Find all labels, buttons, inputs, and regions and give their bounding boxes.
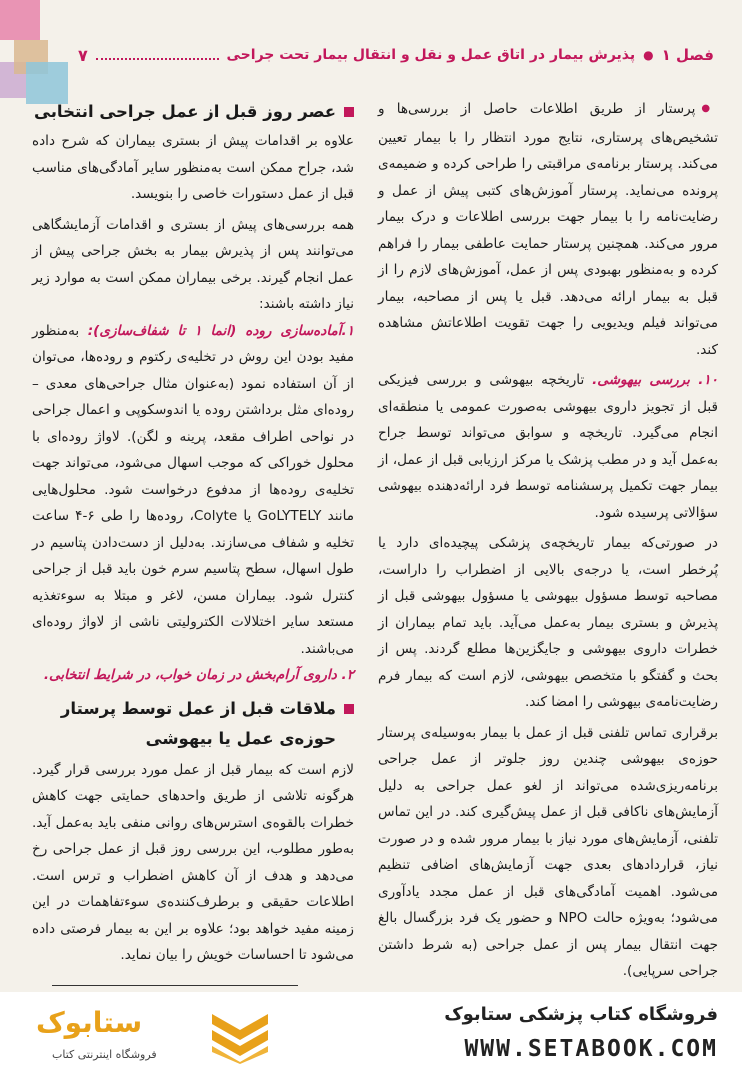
heading-text: ملاقات قبل از عمل توسط پرستار bbox=[60, 698, 336, 718]
dotted-leader bbox=[96, 58, 219, 60]
paragraph-preadmission: همه بررسی‌های پیش از بستری و اقدامات آزمایشگاهی می‌توانند پس از پذیرش بیمار به بخش جراحی پیش از عمل انجام گیرند. برخی بیماران ممکن است به موارد زیر نیاز داشته باشند: bbox=[32, 216, 354, 312]
paragraph-anesthesia-assessment bbox=[378, 367, 718, 526]
item-label: ۱۰. بررسی بیهوشی. bbox=[592, 372, 718, 388]
logo-wordmark: ستابوک bbox=[36, 1006, 143, 1039]
item-label: ۱.آماده‌سازی روده (انما ۱ تا شفاف‌سازی): bbox=[87, 322, 354, 339]
chapter-label: فصل ۱ bbox=[661, 46, 714, 64]
section-marker-icon bbox=[344, 107, 354, 117]
chapter-title: پذیرش بیمار در اتاق عمل و نقل و انتقال بیمار تحت جراحی bbox=[226, 47, 636, 63]
right-column bbox=[378, 96, 718, 985]
section-heading-evening bbox=[32, 98, 354, 126]
page-number: ۷ bbox=[78, 45, 88, 65]
section-heading-visit-line2: حوزه‌ی عمل یا بیهوشی bbox=[145, 728, 336, 748]
store-logo[interactable] bbox=[26, 1006, 194, 1070]
paragraph-text: تاریخچه بیهوشی و بررسی فیزیکی قبل از تجویز داروی بیهوشی به‌صورت عمومی یا منطقه‌ای انجام می‌گیرد. تاریخچه و سوابق می‌تواند توسط جراح به‌عمل آید و در مطب پزشک یا مرکز ارزیابی قبل از عمل، از بیمار جهت تکمیل پرسشنامه توسط فرد ارائه‌دهنده بیهوشی سؤالاتی پرسیده شود. bbox=[378, 372, 718, 521]
running-header bbox=[78, 42, 714, 68]
list-item-sedative: ۲. داروی آرام‌بخش در زمان خواب، در شرایط انتخابی. bbox=[43, 667, 354, 683]
heading-text: عصر روز قبل از عمل جراحی انتخابی bbox=[34, 102, 336, 121]
paragraph-phone-call: برقراری تماس تلفنی قبل از عمل با بیمار به‌وسیله‌ی پرستار حوزه‌ی بیهوشی چندین روز جلوتر از عمل جراحی برنامه‌ریزی‌شده می‌تواند از لغو عمل جراحی به دلیل آزمایش‌های ناکافی قبل از عمل پیش‌گیری کند. در این تماس تلفنی، آزمایش‌های مورد نیاز با بیمار مرور شده و در صورت نیاز، قراردادهای بعدی جهت آزمایش‌های اضافی تنظیم می‌شود. اهمیت آمادگی‌های قبل از عمل مجدد یادآوری می‌شود؛ به‌ویژه حالت NPO و حضور یک فرد بزرگسال بالغ جهت انتقال بیمار پس از عمل جراحی (به شرط داشتن جراحی سرپایی). bbox=[378, 724, 718, 979]
store-footer bbox=[0, 992, 742, 1079]
section-heading-visit bbox=[32, 695, 354, 723]
logo-subtitle: فروشگاه اینترنتی کتاب bbox=[52, 1048, 157, 1061]
paragraph-surgeon-orders: علاوه بر اقدامات پیش از بستری بیماران که شرح داده شد، جراح ممکن است به‌منظور سایر آمادگی‌های مناسب قبل از عمل دستورات خاصی را بنویسد. bbox=[32, 133, 354, 202]
store-url-link[interactable]: WWW.SETABOOK.COM bbox=[464, 1036, 718, 1062]
paragraph-high-risk: در صورتی‌که بیمار تاریخچه‌ی پزشکی پیچیده‌ای دارد یا پُرخطر است، یا درجه‌ی بالایی از اضطراب را داراست، مصاحبه توسط مسؤول بیهوشی یا مسؤول بیهوشی قبل از پذیرش و بستری بیمار به‌عمل می‌آید. باید تمام بیماران از خطرات داروی بیهوشی و جایگزین‌ها مطلع گردند. پس از بحث و گفتگو با متخصص بیهوشی، لازم است که بیمار فرم رضایت‌نامه‌ی بیهوشی را امضا کند. bbox=[378, 535, 718, 710]
paragraph-nursing-plan bbox=[378, 96, 718, 363]
store-name: فروشگاه کتاب پزشکی ستابوک bbox=[444, 1004, 718, 1025]
decor-square-pink bbox=[0, 0, 40, 40]
paragraph-text: به‌منظور مفید بودن این روش در تخلیه‌ی رکتوم و روده‌ها، می‌توان از آن استفاده نمود (به‌عنوان مثال جراحی‌های معدی – روده‌ای مثل برداشتن روده یا اندوسکوپی و اعمال جراحی در نواحی اطراف مقعد، پرینه و لگن). لاواژ روده‌ای با محلول خوراکی که موجب اسهال می‌شود، می‌تواند جهت تخلیه‌ی روده‌ها از مدفوع درخواست شود. محلول‌هایی مانند GoLYTELY یا Colyte، روده‌ها را طی ۶-۴ ساعت تخلیه و شفاف می‌سازند. به‌دلیل از دست‌دادن پتاسیم در طول اسهال، سطح پتاسیم سرم خون باید قبل از جراحی کنترل شود. بیماران مسن، لاغر و مبتلا به سوءتغذیه مستعد سایر اختلالات الکترولیتی ناشی از لاواژ روده‌ای می‌باشند. bbox=[32, 322, 355, 657]
section-marker-icon bbox=[344, 704, 354, 714]
footnote-rule bbox=[52, 985, 298, 986]
paragraph-text: پرستار از طریق اطلاعات حاصل از بررسی‌ها و تشخیص‌های پرستاری، نتایج مورد انتظار را با بیمار تعیین می‌کند. پرستار برنامه‌ی مراقبتی را طراحی کرده و ضمیمه‌ی پرونده می‌نماید. پرستار آموزش‌های کتبی پیش از عمل و رضایت‌نامه را با بیمار جهت بررسی اطلاعات و درک بیمار مرور می‌کند. همچنین پرستار حمایت عاطفی بیمار را فراهم کرده و به‌منظور بهبودی پس از عمل، آموزش‌های لازم را از قبل به بیمار ارائه می‌دهد. قبل یا پس از مصاحبه، بیمار می‌تواند فیلم ویدیویی را جهت تقویت اطلاعاتش مشاهده کند. bbox=[378, 101, 718, 358]
paragraph-preop-visit: لازم است که بیمار قبل از عمل مورد بررسی قرار گیرد. هرگونه تلاشی از طریق واحدهای حمایتی جهت کاهش خطرات بالقوه‌ی استرس‌های روانی منفی باید به‌عمل آید. به‌طور مطلوب، این بررسی روز قبل از عمل جراحی رخ می‌دهد و هدف از آن کاهش اضطراب و ترس است. اطلاعات حقیقی و برطرف‌کننده‌ی سوءتفاهمات در این زمینه مفید خواهد بود؛ علاوه بر این به بیمار فرصتی داده می‌شود تا احساسات خویش را بیان نماید. bbox=[32, 761, 354, 963]
left-column bbox=[32, 96, 354, 969]
list-item-bowel-prep bbox=[32, 318, 354, 663]
chevron-logo-icon bbox=[208, 1008, 272, 1064]
header-bullet-icon: ● bbox=[643, 48, 654, 62]
